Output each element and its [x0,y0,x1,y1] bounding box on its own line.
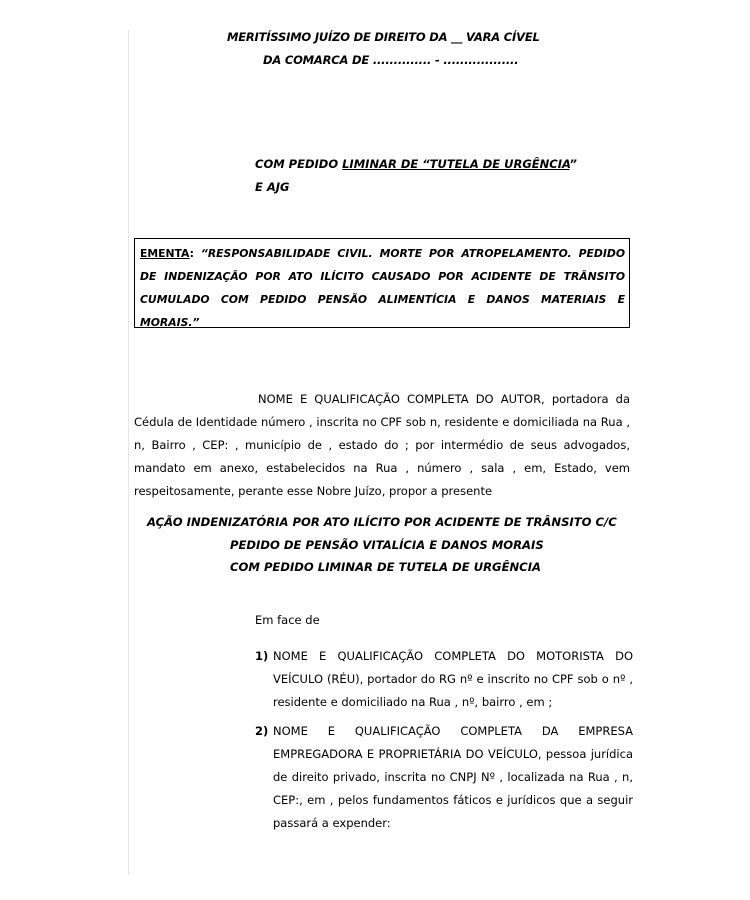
request-prefix: COM PEDIDO [255,157,343,171]
defendant-text: NOME E QUALIFICAÇÃO COMPLETA DO MOTORISTA DO VEÍCULO (RÉU), portador do RG nº e inscrito no CPF sob o nº , residente e domiciliado na Rua , nº, bairro , em ; [273,649,633,709]
action-title-line1: AÇÃO INDENIZATÓRIA POR ATO ILÍCITO POR ACIDENTE DE TRÂNSITO C/C [147,515,617,529]
action-title-line3: COM PEDIDO LIMINAR DE TUTELA DE URGÊNCIA [230,560,541,574]
page-margin-line [128,30,129,875]
court-header-line1: MERITÍSSIMO JUÍZO DE DIREITO DA __ VARA CÍVEL [227,30,540,44]
request-line2: E AJG [255,180,290,194]
request-line1 [255,157,577,171]
ementa-paragraph [140,242,625,334]
defendant-item [255,645,633,714]
ementa-separator: : [189,247,201,260]
intro-paragraph: NOME E QUALIFICAÇÃO COMPLETA DO AUTOR, portadora da Cédula de Identidade número , inscrita no CPF sob n, residente e domiciliada na Rua , n, Bairro , CEP: , município de , estado do ; por intermédio de seus advogados, mandato em anexo, estabelecidos na Rua , número , sala , em, Estado, vem respeitosamente, perante esse Nobre Juízo, propor a presente [134,392,630,498]
ementa-text: “RESPONSABILIDADE CIVIL. MORTE POR ATROPELAMENTO. PEDIDO DE INDENIZAÇÃO POR ATO ILÍCITO CAUSADO POR ACIDENTE DE TRÂNSITO CUMULADO COM PEDIDO PENSÃO ALIMENTÍCIA E DANOS MATERIAIS E MORAIS.” [140,247,625,329]
request-underlined: LIMINAR DE “TUTELA DE URGÊNCIA [342,157,570,171]
defendant-number: 1) [255,649,269,663]
defendant-number: 2) [255,724,269,738]
face-de-label: Em face de [255,613,320,627]
court-header-line2: DA COMARCA DE .............. - .................. [263,53,519,67]
request-suffix: ” [569,157,577,171]
ementa-box [134,238,630,328]
ementa-label: EMENTA [140,247,190,260]
defendant-text: NOME E QUALIFICAÇÃO COMPLETA DA EMPRESA EMPREGADORA E PROPRIETÁRIA DO VEÍCULO, pessoa jurídica de direito privado, inscrita no CNPJ Nº , localizada na Rua , n, CEP:, em , pelos fundamentos fáticos e jurídicos que a seguir passará a expender: [273,724,633,830]
action-title-line2: PEDIDO DE PENSÃO VITALÍCIA E DANOS MORAIS [230,538,544,552]
defendant-item [255,720,633,835]
